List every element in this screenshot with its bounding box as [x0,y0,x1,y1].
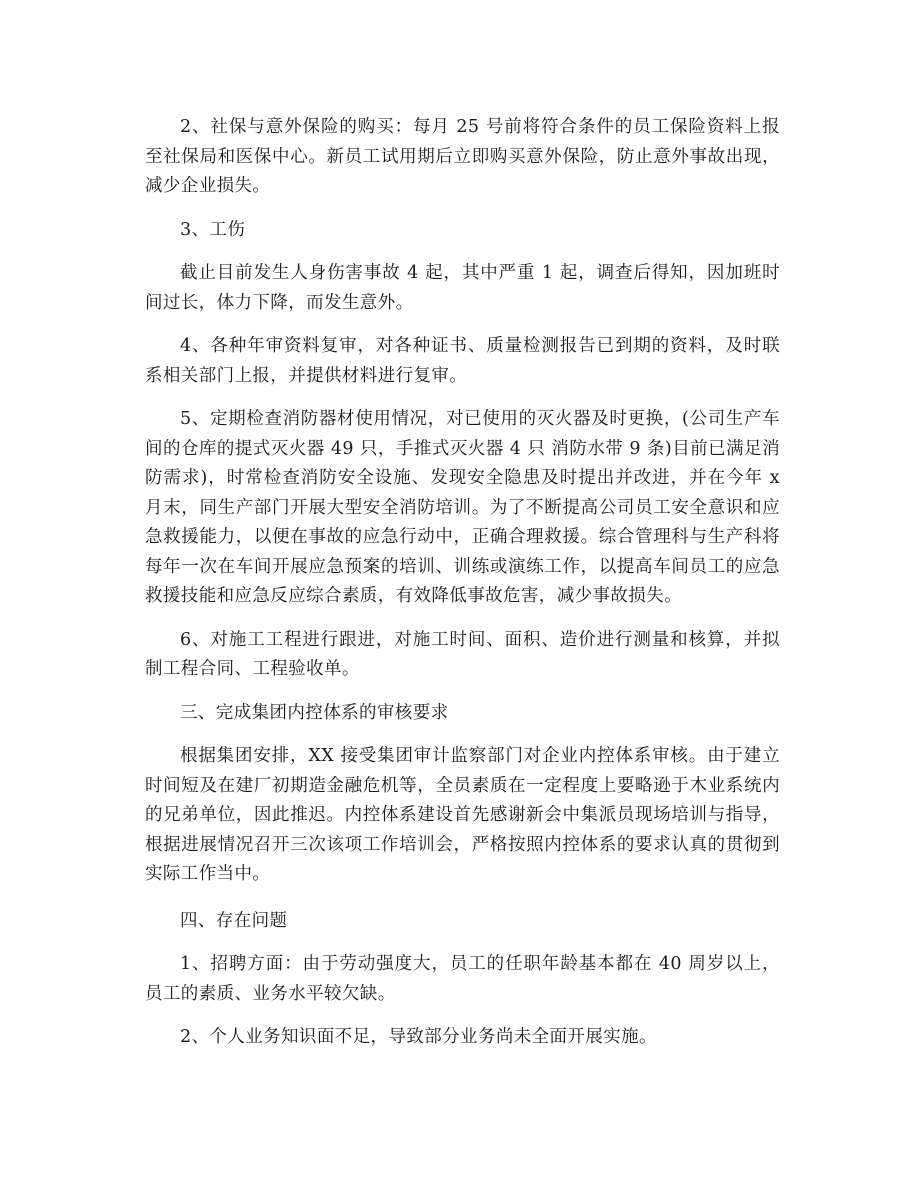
heading-internal-control: 三、完成集团内控体系的审核要求 [180,702,449,723]
paragraph-business-knowledge: 2、个人业务知识面不足，导致部分业务尚未全面开展实施。 [180,1027,657,1047]
paragraph-recruitment: 1、招聘方面：由于劳动强度大，员工的任职年龄基本都在 40 周岁以上，员工的素质、业务水平较欠缺。 [145,954,780,1004]
paragraph-construction-followup: 6、对施工工程进行跟进，对施工时间、面积、造价进行测量和核算，并拟制工程合同、工程验收单。 [145,629,780,679]
paragraph-injury-accidents: 截止目前发生人身伤害事故 4 起，其中严重 1 起，调查后得知，因加班时间过长，体力下降，而发生意外。 [145,263,780,313]
paragraph-annual-review: 4、各种年审资料复审，对各种证书、质量检测报告已到期的资料，及时联系相关部门上报，并提供材料进行复审。 [145,336,780,386]
paragraph-fire-equipment: 5、定期检查消防器材使用情况，对已使用的灭火器及时更换，(公司生产车间的仓库的提式灭火器 49 只，手推式灭火器 4 只 消防水带 9 条)目前已满足消防需求)，时常检查消防安全设施、发现安全隐患及时提出并改进，并在今年 x 月末，同生产部门开展大型安全消防培训。为了不断提高公司员工安全意识和应急救援能力，以便在事故的应急行动中，正确合理救援。综合管理科与生产科将每年一次在车间开展应急预案的培训、训练或演练工作，以提高车间员工的应急救援技能和应急反应综合素质，有效降低事故危害，减少事故损失。 [145,409,780,606]
paragraph-social-insurance: 2、社保与意外保险的购买：每月 25 号前将符合条件的员工保险资料上报至社保局和医保中心。新员工试用期后立即购买意外保险，防止意外事故出现，减少企业损失。 [145,117,780,196]
heading-work-injury: 3、工伤 [180,219,246,240]
heading-existing-problems: 四、存在问题 [180,910,288,931]
paragraph-internal-control-audit: 根据集团安排，XX 接受集团审计监察部门对企业内控体系审核。由于建立时间短及在建厂初期造金融危机等，全员素质在一定程度上要略逊于木业系统内的兄弟单位，因此推迟。内控体系建设首先感谢新会中集派员现场培训与指导，根据进展情况召开三次该项工作培训会，严格按照内控体系的要求认真的贯彻到实际工作当中。 [145,746,780,884]
